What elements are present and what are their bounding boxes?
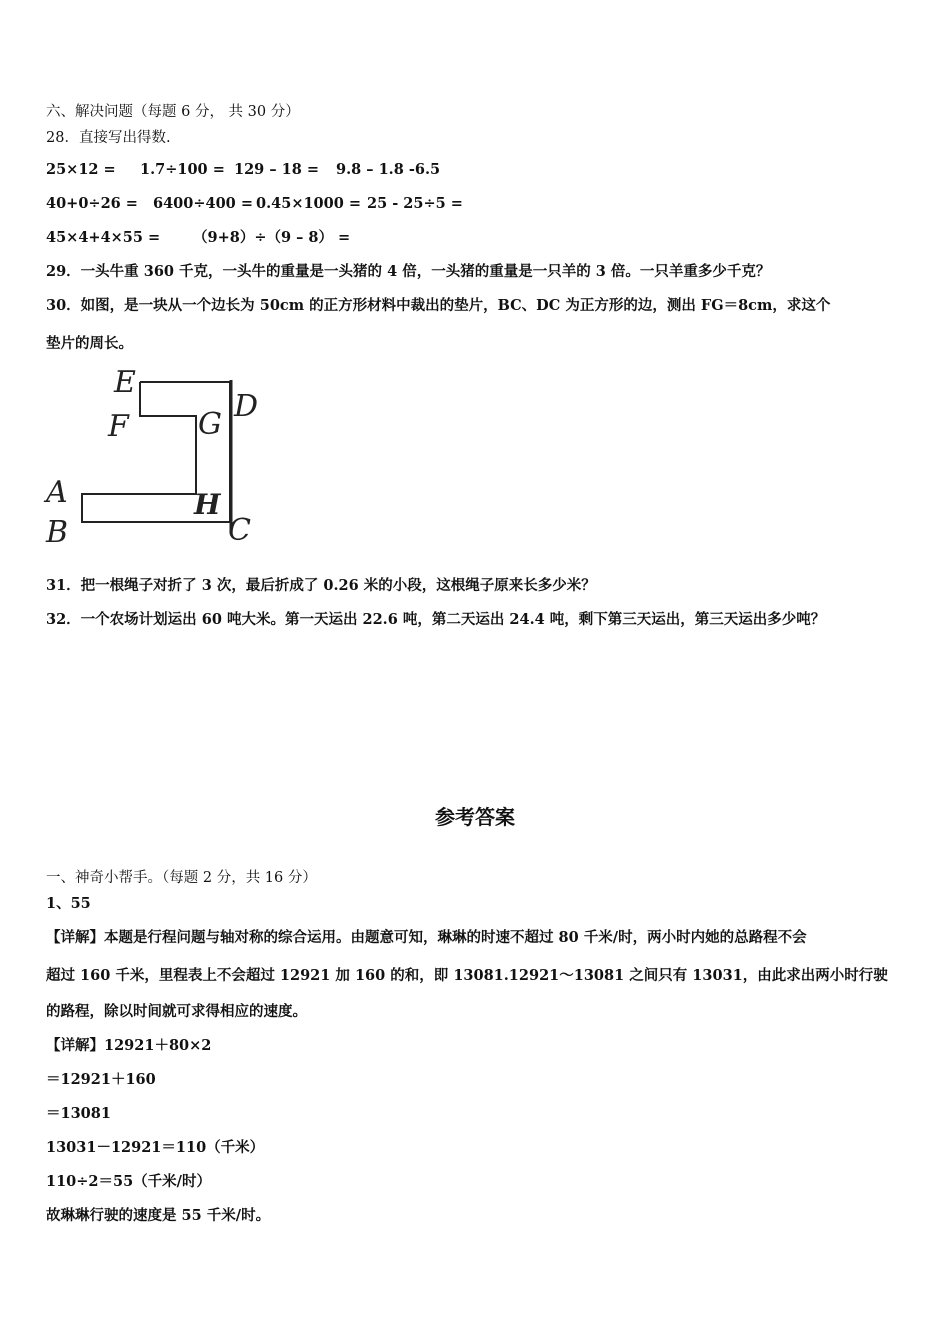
question-28-title: 28．直接写出得数. [46,130,171,146]
q28-expr: （9+8）÷（9 – 8） = [193,229,351,246]
question-29: 29．一头牛重 360 千克，一头牛的重量是一头猪的 4 倍，一头猪的重量是一只羊的 3 倍。一只羊重多少千克？ [46,263,771,280]
label-e: E [114,365,136,400]
solution-step: 【详解】12921＋80×2 [46,1037,212,1054]
solution-step: 110÷2＝55（千米/时） [46,1173,211,1190]
label-c: C [228,513,251,548]
solution-conclusion: 故琳琳行驶的速度是 55 千米/时。 [46,1207,271,1224]
q28-expr: 40+0÷26 = [46,195,138,212]
detail-1-line-1: 【详解】本题是行程问题与轴对称的综合运用。由题意可知，琳琳的时速不超过 80 千米/时，两小时内她的总路程不会 [46,929,807,946]
solution-step: ＝12921＋160 [46,1071,156,1088]
answers-title: 参考答案 [435,805,515,829]
solution-step: ＝13081 [46,1105,111,1122]
question-30-line-1: 30．如图，是一块从一个边长为 50cm 的正方形材料中裁出的垫片，BC、DC 为正方形的边，测出 FG＝8cm，求这个 [46,297,831,314]
q28-expr: 0.45×1000 = [256,195,362,212]
q28-expr: 25×12 = [46,161,116,178]
question-32: 32．一个农场计划运出 60 吨大米。第一天运出 22.6 吨，第二天运出 24.4 吨，剩下第三天运出，第三天运出多少吨？ [46,611,826,628]
detail-1-line-2: 超过 160 千米，里程表上不会超过 12921 加 160 的和，即 13081.12921～13081 之间只有 13031，由此求出两小时行驶 [46,967,888,984]
label-a: A [46,475,68,510]
q28-expr: 45×4+4×55 = [46,229,161,246]
answer-1: 1、55 [46,895,91,912]
q28-expr: 9.8 – 1.8 -6.5 [336,161,441,178]
detail-1-line-3: 的路程，除以时间就可求得相应的速度。 [46,1003,307,1020]
q28-expr: 1.7÷100 = [140,161,225,178]
label-b: B [46,515,69,550]
q28-expr: 129 – 18 = [234,161,319,178]
question-30-line-2: 垫片的周长。 [46,335,133,352]
q28-expr: 6400÷400 = [153,195,253,212]
answers-section-1-header: 一、神奇小帮手。（每题 2 分，共 16 分） [46,870,317,886]
label-f: F [108,409,129,444]
label-h: H [194,488,221,521]
q28-expr: 25 - 25÷5 = [367,195,463,212]
question-31: 31．把一根绳子对折了 3 次，最后折成了 0.26 米的小段，这根绳子原来长多少米？ [46,577,596,594]
label-d: D [234,389,259,424]
section-6-header: 六、解决问题（每题 6 分， 共 30 分） [46,104,300,120]
label-g: G [198,407,222,442]
gasket-figure [40,362,280,552]
solution-step: 13031－12921＝110（千米） [46,1139,265,1156]
